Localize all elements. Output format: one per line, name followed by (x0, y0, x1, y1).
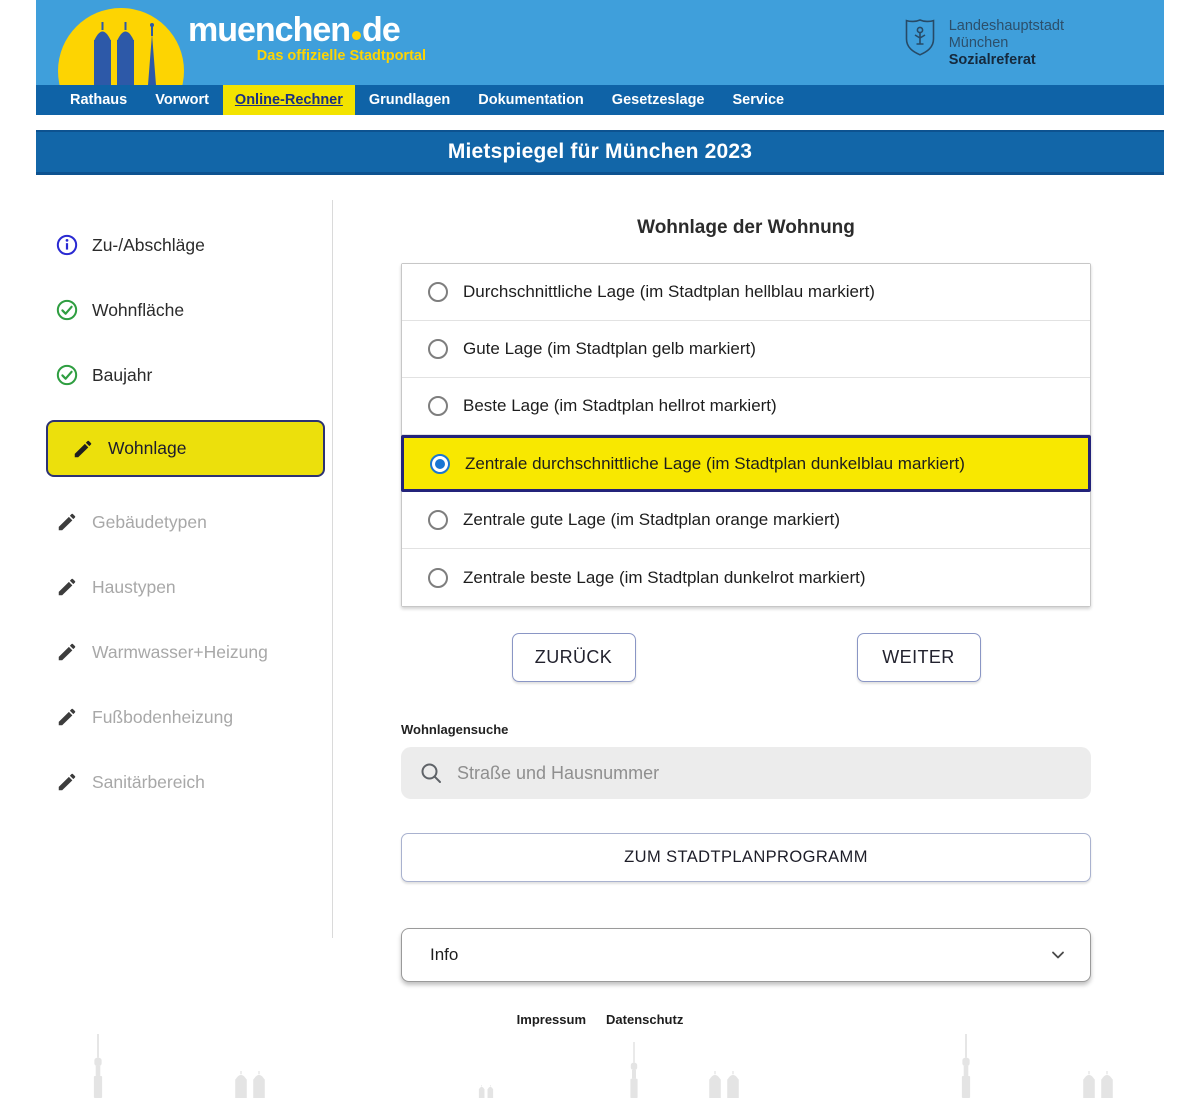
check-circle-icon (56, 364, 78, 386)
option-label: Zentrale durchschnittliche Lage (im Stadtplan dunkelblau markiert) (465, 453, 965, 473)
skyline-domes-icon (224, 1071, 276, 1098)
skyline-domes-icon (460, 1085, 512, 1098)
back-button[interactable]: ZURÜCK (512, 633, 636, 682)
info-accordion-label: Info (430, 945, 459, 964)
sidebar-item-gebaeudetypen[interactable] (56, 502, 333, 542)
city-org-block (905, 18, 1064, 69)
nav-item-dokumentation[interactable]: Dokumentation (478, 92, 584, 108)
sidebar-item-label: Sanitärbereich (92, 771, 205, 792)
nav-item-vorwort[interactable]: Vorwort (155, 92, 209, 108)
mietspiegel-page (36, 0, 1164, 1098)
radio-icon[interactable] (428, 339, 448, 359)
sidebar-item-label: Haustypen (92, 576, 176, 597)
sidebar-item-wohnlage[interactable] (46, 420, 325, 477)
main-panel (333, 175, 1164, 1098)
sidebar-item-fussbodenheizung[interactable] (56, 697, 333, 737)
address-search-input[interactable] (457, 763, 1073, 784)
sidebar-item-label: Fußbodenheizung (92, 706, 234, 727)
pencil-icon (56, 576, 78, 598)
info-icon (56, 234, 78, 256)
check-circle-icon (56, 299, 78, 321)
sidebar-item-baujahr[interactable] (56, 355, 333, 395)
pencil-icon (56, 771, 78, 793)
sidebar-item-label: Warmwasser+Heizung (92, 641, 268, 662)
option-durchschnittliche-lage[interactable] (402, 264, 1090, 321)
muenchner-kindl-icon (905, 18, 935, 56)
radio-icon[interactable] (428, 282, 448, 302)
steps-sidebar (36, 175, 333, 1098)
datenschutz-link[interactable]: Datenschutz (606, 1012, 684, 1027)
nav-item-gesetzeslage[interactable]: Gesetzeslage (611, 92, 705, 108)
option-zentrale-gute-lage[interactable] (402, 492, 1090, 549)
wordmark-dot-icon (352, 31, 361, 40)
info-accordion[interactable] (401, 928, 1091, 982)
sidebar-item-label: Baujahr (92, 364, 153, 385)
wordmark-right: de (362, 11, 400, 49)
header-gap (36, 115, 1164, 130)
pencil-icon (56, 706, 78, 728)
option-label: Beste Lage (im Stadtplan hellrot markiert) (463, 396, 777, 415)
title-bar (36, 130, 1164, 175)
sidebar-item-label: Wohnlage (108, 438, 187, 458)
radio-icon[interactable] (428, 396, 448, 416)
wizard-buttons (401, 633, 1091, 682)
search-icon (419, 761, 443, 785)
radio-icon[interactable] (428, 510, 448, 530)
nav-item-online-rechner[interactable]: Online-Rechner (223, 85, 355, 115)
address-search-box[interactable] (401, 747, 1091, 799)
next-button[interactable]: WEITER (857, 633, 981, 682)
option-beste-lage[interactable] (402, 378, 1090, 435)
sidebar-item-label: Zu-/Abschläge (92, 234, 205, 255)
sidebar-item-haustypen[interactable] (56, 567, 333, 607)
org-line-3: Sozialreferat (948, 52, 1036, 68)
option-label: Gute Lage (im Stadtplan gelb markiert) (463, 339, 756, 358)
option-zentrale-beste-lage[interactable] (402, 549, 1090, 606)
option-label: Durchschnittliche Lage (im Stadtplan hellblau markiert) (463, 282, 875, 301)
skyline-tower-icon (88, 1034, 108, 1098)
site-header (36, 0, 1164, 85)
sidebar-item-wohnflaeche[interactable] (56, 290, 333, 330)
page-footer (36, 988, 1164, 1098)
pencil-icon (56, 641, 78, 663)
option-gute-lage[interactable] (402, 321, 1090, 378)
chevron-down-icon (1048, 945, 1068, 965)
sidebar-item-warmwasser-heizung[interactable] (56, 632, 333, 672)
main-nav (36, 85, 1164, 115)
sidebar-item-label: Wohnfläche (92, 299, 185, 320)
sidebar-item-label: Gebäudetypen (92, 511, 207, 532)
skyline-domes-icon (1072, 1071, 1124, 1098)
radio-checked-icon[interactable] (430, 454, 450, 474)
option-zentrale-durchschnittliche-lage[interactable] (401, 435, 1091, 492)
wohnlage-options-list (401, 263, 1091, 607)
skyline-tower-icon (956, 1034, 976, 1098)
wohnlagensuche-label: Wohnlagensuche (401, 722, 509, 737)
nav-item-grundlagen[interactable]: Grundlagen (368, 92, 451, 108)
section-heading: Wohnlage der Wohnung (637, 217, 855, 238)
sidebar-item-zu-abschlaege[interactable] (56, 225, 333, 265)
wordmark (188, 13, 428, 64)
sidebar-item-sanitaerbereich[interactable] (56, 762, 333, 802)
wordmark-left: muenchen (188, 11, 351, 49)
skyline-domes-icon (698, 1071, 750, 1098)
impressum-link[interactable]: Impressum (516, 1012, 587, 1027)
nav-item-service[interactable]: Service (732, 92, 785, 108)
stadtplan-button[interactable]: ZUM STADTPLANPROGRAMM (401, 833, 1091, 882)
org-line-2: München (948, 35, 1009, 51)
org-line-1: Landeshauptstadt (948, 18, 1064, 34)
skyline-tower-icon (624, 1042, 644, 1098)
portal-tagline: Das offizielle Stadtportal (256, 48, 426, 64)
radio-icon[interactable] (428, 568, 448, 588)
option-label: Zentrale gute Lage (im Stadtplan orange markiert) (463, 510, 841, 529)
option-label: Zentrale beste Lage (im Stadtplan dunkelrot markiert) (463, 567, 866, 587)
pencil-icon (72, 438, 94, 460)
pencil-icon (56, 511, 78, 533)
muenchen-logo[interactable] (36, 0, 456, 85)
page-title: Mietspiegel für München 2023 (447, 140, 753, 163)
nav-item-rathaus[interactable]: Rathaus (70, 92, 128, 108)
